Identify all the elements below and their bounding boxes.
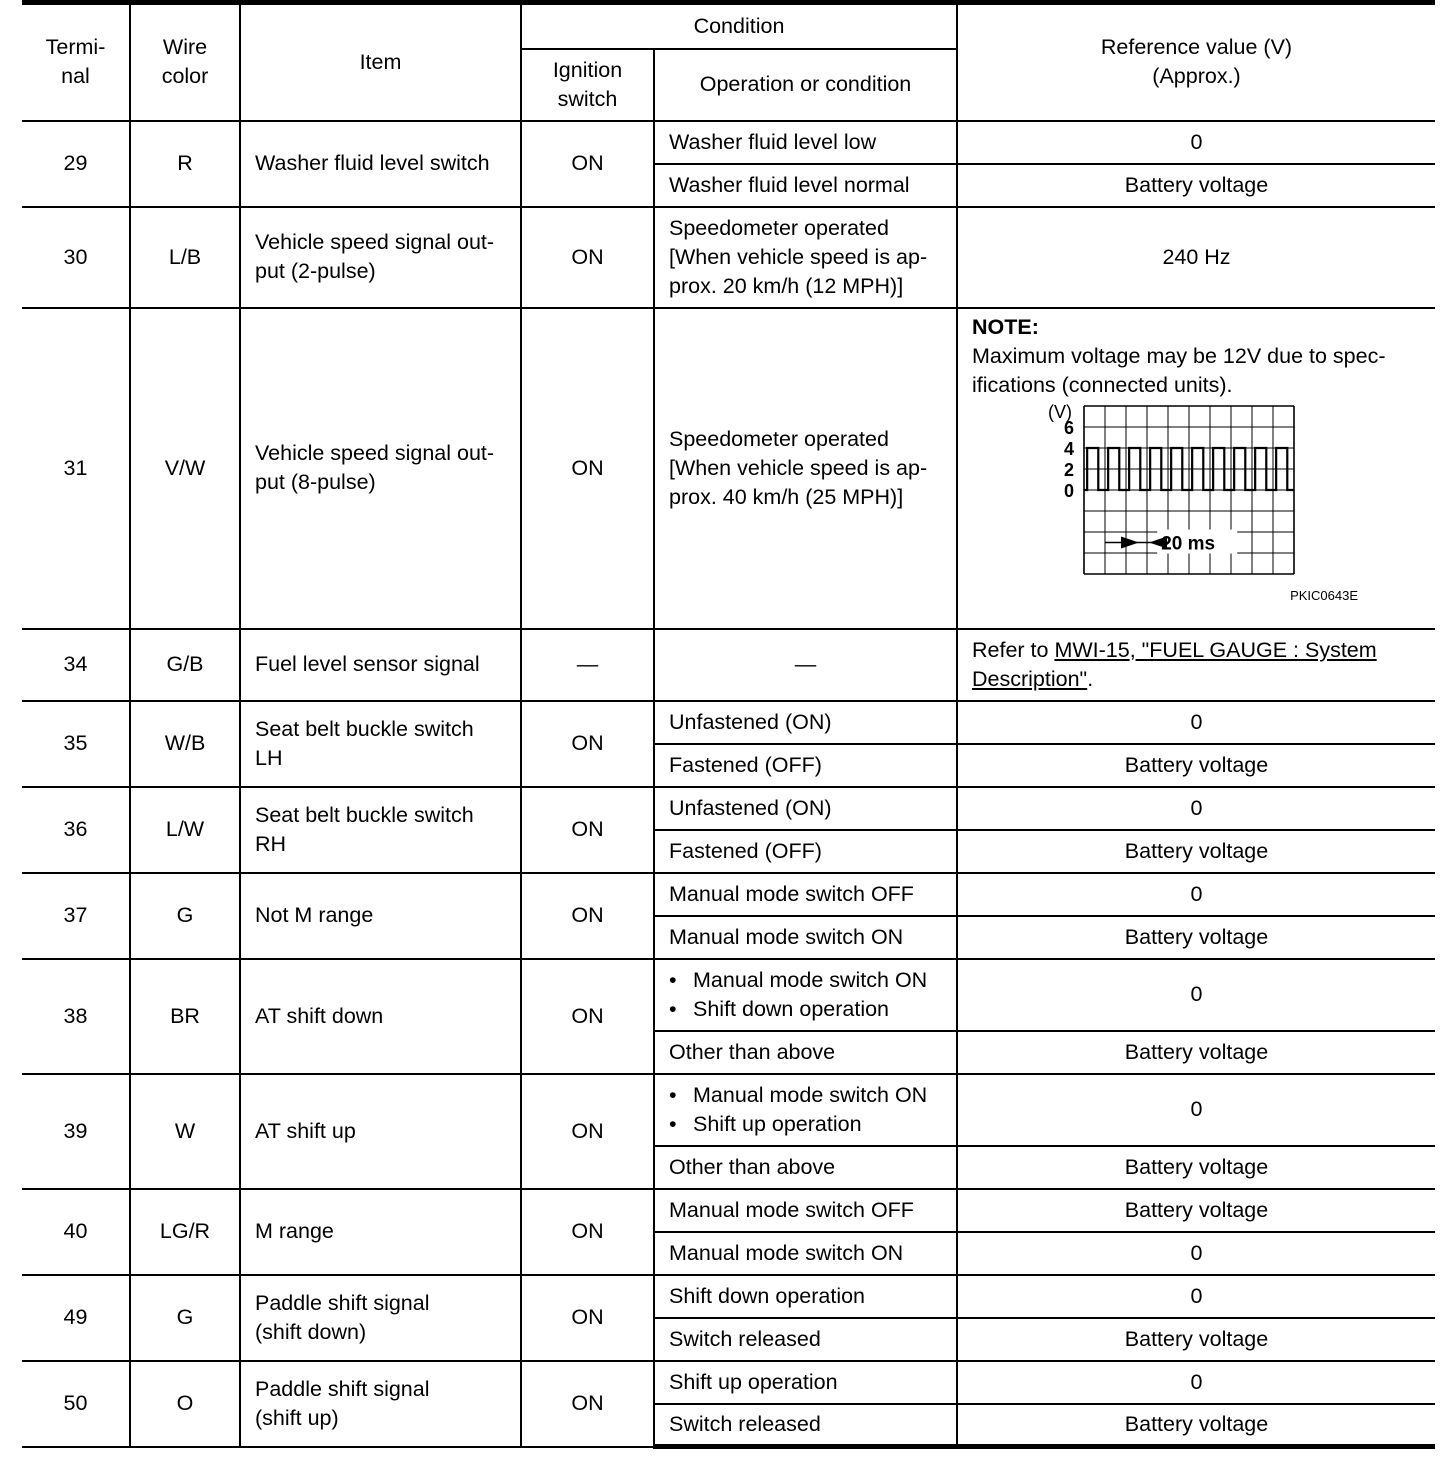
table-row xyxy=(22,1189,1435,1232)
bullet-item xyxy=(669,995,950,1024)
item-cell xyxy=(240,1361,521,1447)
header-terminal xyxy=(22,3,130,121)
bullet-dot-icon: • xyxy=(669,967,677,992)
reference-cell: 0 xyxy=(957,1275,1435,1318)
item-text: Not M range xyxy=(255,903,374,927)
table-row xyxy=(22,959,1435,1031)
bullet-text: Manual mode switch ON xyxy=(693,967,928,992)
operation-text: Fastened (OFF) xyxy=(669,752,822,777)
table-row xyxy=(22,629,1435,701)
wire-color-cell: W/B xyxy=(130,701,240,787)
operation-text: Shift down operation xyxy=(669,1283,866,1308)
header-reference xyxy=(957,3,1435,121)
ignition-cell: ON xyxy=(521,1275,654,1361)
table-row xyxy=(22,1361,1435,1404)
wire-color-cell: LG/R xyxy=(130,1189,240,1275)
header-operation-text: Operation or condition xyxy=(699,72,912,96)
operation-text: Speedometer operated [When vehicle speed is ap- prox. 20 km/h (12 MPH)] xyxy=(669,215,928,298)
item-text: Seat belt buckle switch LH xyxy=(255,716,474,770)
reference-cell: 0 xyxy=(957,701,1435,744)
reference-cell: 0 xyxy=(957,1361,1435,1404)
ignition-cell: ON xyxy=(521,1189,654,1275)
item-cell xyxy=(240,121,521,207)
operation-cell xyxy=(654,787,957,830)
wire-color-cell: G xyxy=(130,873,240,959)
bullet-text: Shift down operation xyxy=(693,996,890,1021)
header-reference-text: Reference value (V) (Approx.) xyxy=(1100,35,1293,89)
ignition-cell: ON xyxy=(521,207,654,308)
ignition-cell: ON xyxy=(521,873,654,959)
reference-cell: Battery voltage xyxy=(957,164,1435,207)
reference-prefix: Refer to xyxy=(972,637,1055,662)
item-cell xyxy=(240,207,521,308)
item-cell xyxy=(240,873,521,959)
item-text: Washer fluid level switch xyxy=(255,151,490,175)
terminal-cell: 29 xyxy=(22,121,130,207)
table-row xyxy=(22,1275,1435,1318)
header-ignition-switch xyxy=(521,49,654,121)
note-cell xyxy=(957,308,1435,629)
waveform-figure xyxy=(972,400,1429,624)
bullet-item xyxy=(669,966,950,995)
ignition-cell: ON xyxy=(521,1074,654,1189)
arrow-right-icon xyxy=(1121,536,1139,548)
operation-text: Other than above xyxy=(669,1039,836,1064)
wire-color-cell: W xyxy=(130,1074,240,1189)
reference-cell: 0 xyxy=(957,959,1435,1031)
figure-id: PKIC0643E xyxy=(1290,587,1358,603)
ignition-cell: ON xyxy=(521,1361,654,1447)
operation-cell xyxy=(654,1404,957,1447)
operation-text: Manual mode switch OFF xyxy=(669,1197,914,1222)
operation-text: Washer fluid level low xyxy=(669,129,877,154)
operation-cell xyxy=(654,959,957,1031)
terminal-cell: 50 xyxy=(22,1361,130,1447)
item-cell xyxy=(240,1189,521,1275)
bullet-dot-icon: • xyxy=(669,1111,677,1136)
operation-cell xyxy=(654,1275,957,1318)
operation-cell xyxy=(654,308,957,629)
operation-cell xyxy=(654,1146,957,1189)
terminal-reference-sheet xyxy=(22,0,1435,1449)
operation-cell xyxy=(654,744,957,787)
terminal-cell: 36 xyxy=(22,787,130,873)
operation-cell xyxy=(654,830,957,873)
reference-cell: Battery voltage xyxy=(957,1031,1435,1074)
item-text: Fuel level sensor signal xyxy=(255,652,480,676)
operation-text: Manual mode switch OFF xyxy=(669,881,914,906)
wire-color-cell: G/B xyxy=(130,629,240,701)
item-text: Paddle shift signal (shift up) xyxy=(255,1376,430,1430)
terminal-cell: 49 xyxy=(22,1275,130,1361)
y-tick-label: 0 xyxy=(1063,480,1074,501)
ignition-cell: — xyxy=(521,629,654,701)
wire-color-cell: L/W xyxy=(130,787,240,873)
operation-cell xyxy=(654,121,957,164)
ignition-cell: ON xyxy=(521,121,654,207)
reference-cell: 240 Hz xyxy=(957,207,1435,308)
reference-cell: Battery voltage xyxy=(957,830,1435,873)
wire-color-cell: BR xyxy=(130,959,240,1074)
operation-text: Washer fluid level normal xyxy=(669,172,910,197)
operation-text: Switch released xyxy=(669,1411,821,1436)
item-text: AT shift down xyxy=(255,1003,384,1028)
operation-cell xyxy=(654,207,957,308)
operation-cell xyxy=(654,164,957,207)
reference-cell: 0 xyxy=(957,121,1435,164)
terminal-cell: 31 xyxy=(22,308,130,629)
bullet-text: Manual mode switch ON xyxy=(693,1082,928,1107)
terminal-cell: 40 xyxy=(22,1189,130,1275)
reference-cell: Battery voltage xyxy=(957,916,1435,959)
item-text: Vehicle speed signal out- put (2-pulse) xyxy=(255,230,495,283)
header-terminal-text: Termi- nal xyxy=(45,35,106,89)
y-tick-label: 4 xyxy=(1063,438,1074,459)
reference-link[interactable]: MWI-15, "FUEL GAUGE : System Description" xyxy=(972,637,1377,691)
item-text: Seat belt buckle switch RH xyxy=(255,802,474,856)
reference-cell: 0 xyxy=(957,787,1435,830)
header-ignition-switch-text: Ignition switch xyxy=(552,57,623,111)
ignition-cell: ON xyxy=(521,959,654,1074)
terminal-cell: 37 xyxy=(22,873,130,959)
reference-cell: Battery voltage xyxy=(957,1318,1435,1361)
operation-text: Speedometer operated [When vehicle speed is ap- prox. 40 km/h (25 MPH)] xyxy=(669,426,928,509)
ignition-cell: ON xyxy=(521,701,654,787)
reference-cell: 0 xyxy=(957,873,1435,916)
operation-text: Fastened (OFF) xyxy=(669,838,822,863)
terminal-reference-table xyxy=(22,0,1435,1449)
operation-text: Unfastened (ON) xyxy=(669,709,832,734)
header-wire-color-text: Wire color xyxy=(161,35,209,89)
reference-cell: Battery voltage xyxy=(957,744,1435,787)
reference-cell: Battery voltage xyxy=(957,1189,1435,1232)
waveform-chart xyxy=(972,400,1392,624)
operation-cell xyxy=(654,1361,957,1404)
table-row xyxy=(22,308,1435,629)
terminal-cell: 39 xyxy=(22,1074,130,1189)
terminal-cell: 30 xyxy=(22,207,130,308)
reference-cell: Battery voltage xyxy=(957,1404,1435,1447)
operation-cell xyxy=(654,1074,957,1146)
wire-color-cell: G xyxy=(130,1275,240,1361)
item-text: Vehicle speed signal out- put (8-pulse) xyxy=(255,441,495,494)
item-cell xyxy=(240,787,521,873)
reference-cell: Battery voltage xyxy=(957,1146,1435,1189)
ignition-cell: ON xyxy=(521,787,654,873)
header-item-text: Item xyxy=(359,49,402,74)
header-condition-text: Condition xyxy=(693,13,785,38)
item-text: M range xyxy=(255,1219,334,1243)
bullet-dot-icon: • xyxy=(669,996,677,1021)
item-cell xyxy=(240,629,521,701)
operation-cell xyxy=(654,701,957,744)
item-cell xyxy=(240,701,521,787)
wire-color-cell: O xyxy=(130,1361,240,1447)
item-cell xyxy=(240,1275,521,1361)
operation-cell xyxy=(654,873,957,916)
operation-cell xyxy=(654,1189,957,1232)
item-cell xyxy=(240,959,521,1074)
reference-cell: 0 xyxy=(957,1074,1435,1146)
header-operation xyxy=(654,49,957,121)
operation-cell xyxy=(654,1232,957,1275)
operation-cell xyxy=(654,1031,957,1074)
wire-color-cell: V/W xyxy=(130,308,240,629)
operation-cell xyxy=(654,916,957,959)
header-condition xyxy=(521,3,957,49)
timebase-label: 20 ms xyxy=(1161,533,1216,554)
table-row xyxy=(22,873,1435,916)
reference-cell: 0 xyxy=(957,1232,1435,1275)
bullet-item xyxy=(669,1110,950,1139)
item-cell xyxy=(240,308,521,629)
item-cell xyxy=(240,1074,521,1189)
table-row xyxy=(22,1074,1435,1146)
table-header xyxy=(22,3,1435,121)
item-text: Paddle shift signal (shift down) xyxy=(255,1290,430,1344)
bullet-item xyxy=(669,1081,950,1110)
terminal-cell: 38 xyxy=(22,959,130,1074)
table-row xyxy=(22,701,1435,744)
header-wire-color xyxy=(130,3,240,121)
header-item xyxy=(240,3,521,121)
table-body xyxy=(22,121,1435,1447)
item-text: AT shift up xyxy=(255,1118,356,1143)
note-text: Maximum voltage may be 12V due to spec- ifications (connected units). xyxy=(972,343,1386,397)
operation-text: Manual mode switch ON xyxy=(669,1240,904,1265)
terminal-cell: 34 xyxy=(22,629,130,701)
bullet-text: Shift up operation xyxy=(693,1111,862,1136)
operation-cell: — xyxy=(654,629,957,701)
operation-text: Other than above xyxy=(669,1154,836,1179)
operation-text: Unfastened (ON) xyxy=(669,795,832,820)
y-tick-label: 2 xyxy=(1063,459,1074,480)
note-title: NOTE: xyxy=(972,314,1039,339)
operation-cell xyxy=(654,1318,957,1361)
terminal-cell: 35 xyxy=(22,701,130,787)
table-row xyxy=(22,207,1435,308)
table-row xyxy=(22,121,1435,164)
wire-color-cell: L/B xyxy=(130,207,240,308)
table-row xyxy=(22,787,1435,830)
reference-cell xyxy=(957,629,1435,701)
operation-text: Switch released xyxy=(669,1326,821,1351)
operation-text: Shift up operation xyxy=(669,1369,838,1394)
unit-label: (V) xyxy=(1048,401,1072,422)
wire-color-cell: R xyxy=(130,121,240,207)
ignition-cell: ON xyxy=(521,308,654,629)
y-tick-label: 6 xyxy=(1063,417,1074,438)
operation-text: Manual mode switch ON xyxy=(669,924,904,949)
reference-suffix: . xyxy=(1087,666,1094,691)
bullet-dot-icon: • xyxy=(669,1082,677,1107)
